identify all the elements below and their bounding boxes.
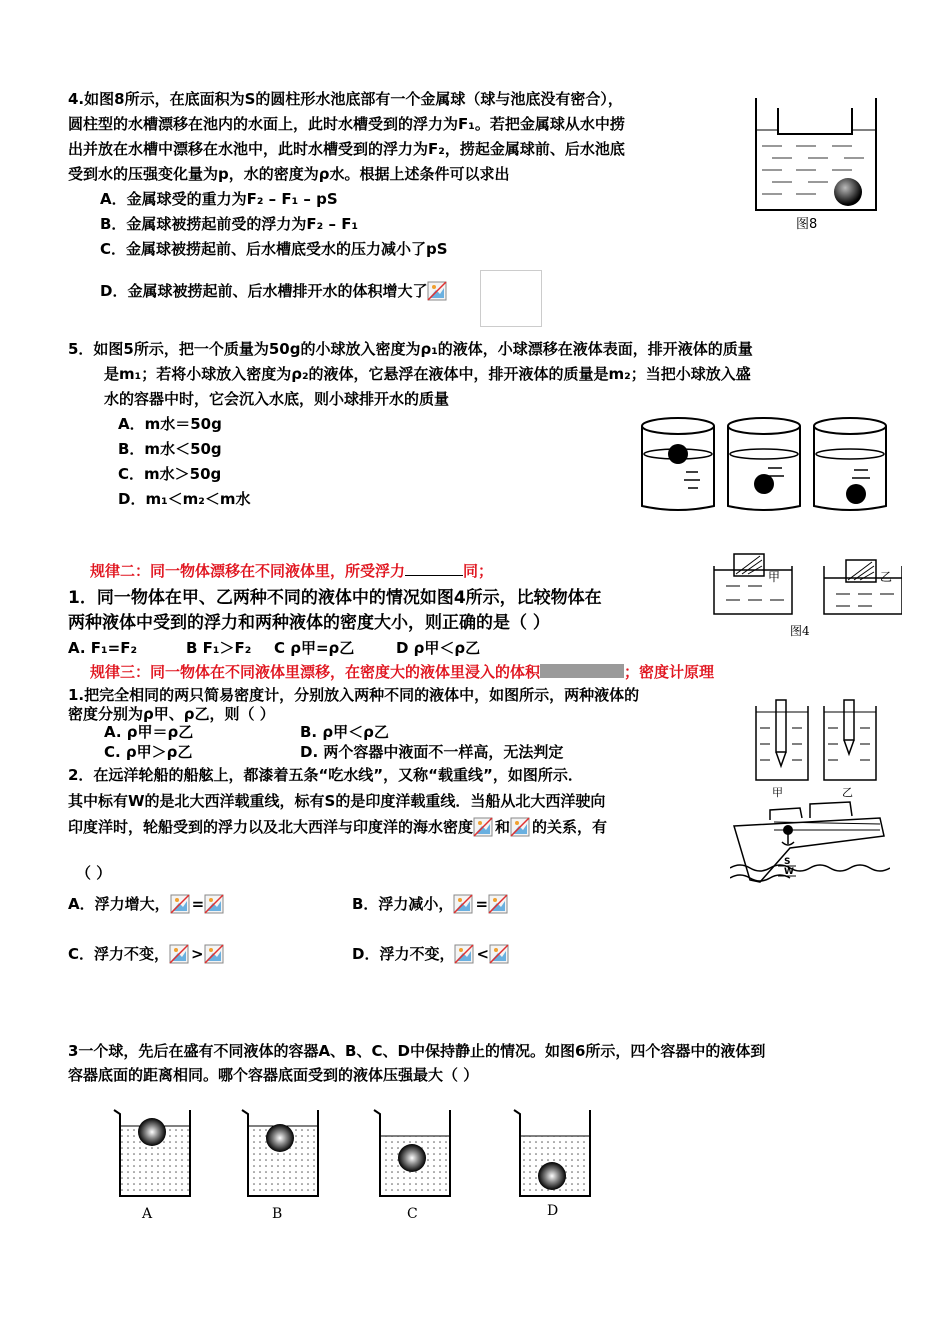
density-rho-2-icon — [510, 817, 532, 839]
rule-2-suffix: 同； — [463, 562, 494, 580]
r3q2-option-c — [68, 943, 226, 966]
rule-3-blank — [540, 664, 624, 678]
r3q2-option-c-text: C．浮力不变， — [68, 945, 170, 963]
density-rho-1-icon — [473, 817, 495, 839]
q5-option-a: A．m水＝50g — [118, 415, 222, 433]
r2q1-option-c: C ρ甲=ρ乙 — [274, 639, 355, 657]
r3q2-option-d-text: D．浮力不变， — [352, 945, 455, 963]
r3q1-option-d: D. 两个容器中液面不一样高，无法判定 — [300, 743, 564, 761]
r3q2-option-a-text: A．浮力增大， — [68, 895, 170, 913]
q5-option-c: C．m水＞50g — [118, 465, 222, 483]
hydrometer-figure — [752, 698, 882, 784]
figure-5-beakers — [638, 414, 890, 514]
density-rho-1-icon — [454, 944, 476, 966]
q4-line-2: 圆柱型的水槽漂移在池内的水面上，此时水槽受到的浮力为F₁。若把金属球从水中捞 — [68, 115, 625, 133]
svg-text:S: S — [784, 857, 791, 867]
density-rho-1-icon — [170, 894, 192, 916]
q5-line-3: 水的容器中时，它会沉入水底，则小球排开水的质量 — [104, 390, 450, 408]
r3q2-option-b-op: = — [475, 895, 489, 913]
beaker-label-a: A — [142, 1206, 153, 1222]
density-rho-2-icon — [488, 894, 510, 916]
r3q3-line-1: 3一个球，先后在盛有不同液体的容器A、B、C、D中保持静止的情况。如图6所示，四个容器中的液体到 — [68, 1042, 766, 1060]
hydrometer-label-yi: 乙 — [842, 786, 853, 799]
q4-line-3: 出并放在水槽中漂移在水池中，此时水槽受到的浮力为F₂，捞起金属球前、后水池底 — [68, 140, 625, 158]
broken-image-icon — [427, 281, 449, 303]
r3q2-answer-bracket: （ ） — [76, 864, 112, 882]
beaker-label-b: B — [272, 1206, 283, 1222]
figure-6-beakers — [108, 1104, 608, 1200]
density-rho-2-icon — [204, 894, 226, 916]
r3q2-relation: 的关系，有 — [532, 818, 608, 836]
density-rho-1-icon — [453, 894, 475, 916]
anchor-icon — [783, 825, 793, 835]
figure-8-pool — [752, 98, 880, 214]
metal-ball — [834, 178, 862, 206]
r3q1-option-a: A. ρ甲＝ρ乙 — [104, 723, 194, 741]
ball-sunk — [846, 484, 866, 504]
r3q2-option-d — [352, 943, 511, 966]
r2q1-option-a: A. F₁=F₂ — [68, 639, 138, 657]
beaker-label-d: D — [547, 1203, 559, 1219]
rule-3-text: 规律三：同一物体在不同液体里漂移，在密度大的液体里浸入的体积 — [90, 663, 541, 681]
figure-8-label: 图8 — [796, 217, 818, 232]
r2q1-line-1: 1．同一物体在甲、乙两种不同的液体中的情况如图4所示，比较物体在 — [68, 588, 602, 608]
beaker-c — [374, 1110, 450, 1196]
r2q1-option-b: B F₁＞F₂ — [186, 639, 252, 657]
r3q2-and: 和 — [495, 818, 511, 836]
rule-2-heading — [90, 560, 493, 582]
q4-option-d — [100, 280, 449, 303]
figure-4-label-yi: 乙 — [880, 570, 893, 584]
rule-2-text: 规律二：同一物体漂移在不同液体里，所受浮力 — [90, 562, 406, 580]
q5-line-1: 5．如图5所示，把一个质量为50g的小球放入密度为ρ₁的液体，小球漂移在液体表面，排开液体的质量 — [68, 340, 753, 358]
beaker-a — [114, 1110, 190, 1196]
ship-figure — [730, 796, 890, 888]
rule-3-suffix: ；密度计原理 — [624, 663, 715, 681]
r3q2-line-2: 其中标有W的是北大西洋载重线，标有S的是印度洋载重线．当船从北大西洋驶向 — [68, 792, 606, 810]
r3q1-option-b: B. ρ甲＜ρ乙 — [300, 723, 389, 741]
hydrometer-label-jia: 甲 — [772, 786, 783, 799]
r3q2-option-c-op: > — [191, 945, 204, 963]
r3q2-option-b-text: B．浮力减小， — [352, 895, 454, 913]
r3q2-option-a — [68, 893, 226, 916]
q4-option-c: C．金属球被捞起前、后水槽底受水的压力减小了pS — [100, 240, 448, 258]
q5-line-2: 是m₁；若将小球放入密度为ρ₂的液体，它悬浮在液体中，排开液体的质量是m₂；当把小球放入盛 — [104, 365, 751, 383]
q4-line-4: 受到水的压强变化量为p，水的密度为ρ水。根据上述条件可以求出 — [68, 165, 510, 183]
figure-4-label-jia: 甲 — [768, 570, 781, 584]
r3q2-option-d-op: < — [476, 945, 490, 963]
q4-option-a: A．金属球受的重力为F₂ – F₁ – pS — [100, 190, 338, 208]
r3q1-line-2: 密度分别为ρ甲、ρ乙，则（ ） — [68, 705, 275, 723]
r3q3-line-2: 容器底面的距离相同。哪个容器底面受到的液体压强最大（ ） — [68, 1066, 479, 1084]
image-placeholder-frame — [480, 270, 542, 327]
q5-option-d: D．m₁＜m₂＜m水 — [118, 490, 251, 508]
density-rho-2-icon — [489, 944, 511, 966]
r3q2-line-3 — [68, 816, 607, 839]
r3q2-line-1: 2．在远洋轮船的船舷上，都漆着五条“吃水线”，又称“载重线”，如图所示． — [68, 766, 583, 784]
ball-suspended — [754, 474, 774, 494]
r3q2-line-3-text: 印度洋时，轮船受到的浮力以及北大西洋与印度洋的海水密度 — [68, 818, 474, 836]
beaker-b — [242, 1110, 318, 1196]
figure-4-containers — [712, 552, 902, 618]
svg-text:W: W — [784, 867, 794, 877]
rule-2-blank — [405, 561, 463, 576]
density-rho-2-icon — [204, 944, 226, 966]
r3q1-line-1: 1.把完全相同的两只简易密度计，分别放入两种不同的液体中，如图所示，两种液体的 — [68, 686, 640, 704]
r2q1-line-2: 两种液体中受到的浮力和两种液体的密度大小，则正确的是（ ） — [68, 613, 550, 633]
q4-option-b: B．金属球被捞起前受的浮力为F₂ – F₁ — [100, 215, 359, 233]
r3q2-option-b — [352, 893, 510, 916]
density-rho-1-icon — [169, 944, 191, 966]
q4-option-d-text: D．金属球被捞起前、后水槽排开水的体积增大了 — [100, 282, 428, 300]
r3q1-option-c: C. ρ甲＞ρ乙 — [104, 743, 193, 761]
r3q2-option-a-op: = — [191, 895, 205, 913]
r2q1-option-d: D ρ甲＜ρ乙 — [396, 639, 481, 657]
q5-option-b: B．m水＜50g — [118, 440, 222, 458]
figure-4-label: 图4 — [790, 624, 810, 638]
rule-3-heading — [90, 661, 714, 683]
beaker-d — [514, 1110, 590, 1196]
beaker-label-c: C — [407, 1206, 418, 1222]
ball-floating — [668, 444, 688, 464]
q4-line-1: 4.如图8所示，在底面积为S的圆柱形水池底部有一个金属球（球与池底没有密合）， — [68, 90, 623, 108]
